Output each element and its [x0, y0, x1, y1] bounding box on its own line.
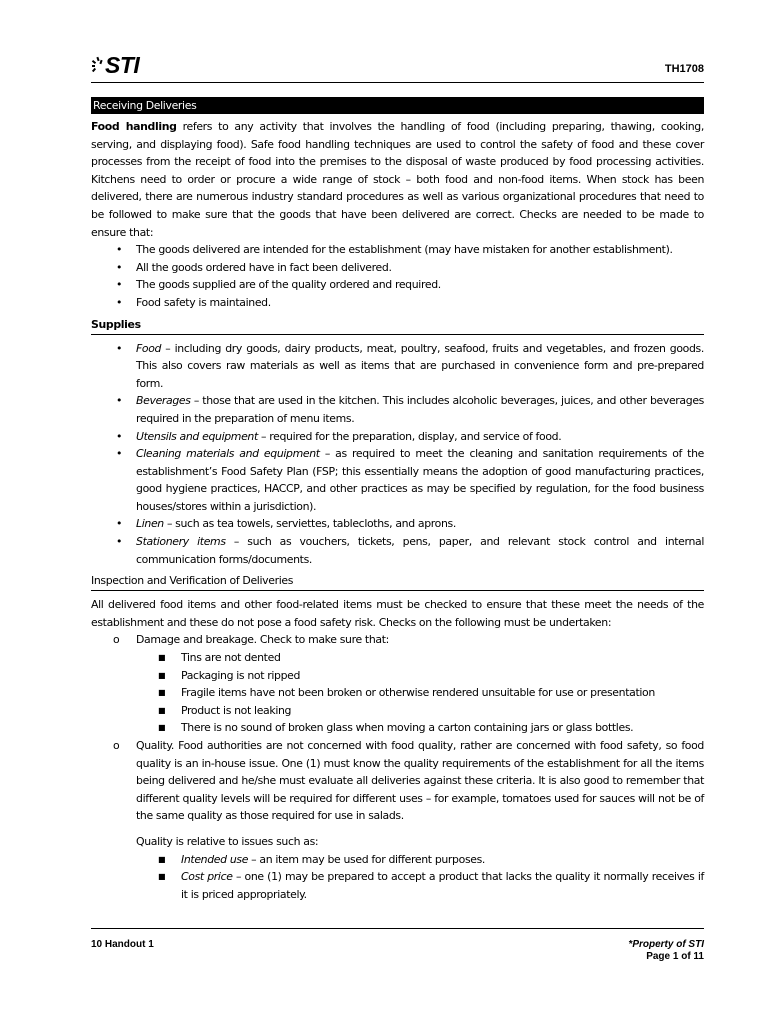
intro-paragraph — [91, 118, 704, 241]
list-item: ■ There is no sound of broken glass when moving a carton containing jars or glass bottles. — [91, 719, 704, 737]
square-bullet-icon: ■ — [158, 705, 166, 715]
page-content — [91, 97, 704, 903]
inspection-intro: All delivered food items and other food-related items must be checked to ensure that these meet the needs of the establishment and these do not pose a food safety risk. Checks on the following must be undertaken: — [91, 598, 704, 629]
list-item: • The goods delivered are intended for the establishment (may have mistaken for another establishment). — [91, 241, 704, 259]
bullet-icon: • — [116, 517, 123, 531]
list-item: • Linen – such as tea towels, serviettes, tablecloths, and aprons. — [91, 515, 704, 533]
list-item-quality: o Quality. Food authorities are not concerned with food quality, rather are concerned with food safety, so food quality is an in-house issue. One (1) must know the quality requirements of the establishment for all the items being delivered and he/she must evaluate all deliveries against these criteria. It is also good to remember that different quality levels will be required for different uses – for example, tomatoes used for sauces will not be of the same quality as those required for use in salads. — [113, 739, 704, 823]
sti-logo — [91, 52, 139, 78]
bullet-icon: • — [116, 429, 123, 443]
list-item: • Beverages – those that are used in the kitchen. This includes alcoholic beverages, juices, and other beverages required in the preparation of menu items. — [116, 394, 704, 425]
square-bullet-icon: ■ — [158, 854, 166, 864]
footer-property: *Property of STI — [628, 939, 704, 950]
circle-bullet-icon: o — [113, 739, 120, 752]
quality-issues-list — [91, 851, 704, 904]
quality-relative-text: Quality is relative to issues such as: — [136, 834, 319, 848]
inspection-list — [91, 631, 704, 649]
section-title-supplies: Supplies — [91, 316, 704, 335]
bullet-icon: • — [116, 295, 123, 309]
footer-page-number: Page 1 of 11 — [646, 951, 704, 962]
list-item: ■ Intended use – an item may be used for different purposes. — [91, 851, 704, 869]
intro-term: Food handling — [91, 120, 177, 133]
bullet-icon: • — [116, 394, 123, 408]
footer-handout: 10 Handout 1 — [91, 939, 154, 950]
intro-text: refers to any activity that involves the handling of food (including preparing, thawing, cooking, serving, and displaying food). Safe food handling techniques are used to control the safety of food and these cover processes from the receipt of food into the premises to the disposal of waste produced by food processing activities. Kitchens need to order or procure a wide range of stock – both food and non-food items. When stock has been delivered, there are numerous industry standard procedures as well as various organizational procedures that need to be followed to make sure that the goods that have been delivered are correct. Checks are needed to be made to ensure that: — [91, 120, 704, 239]
quality-list — [91, 737, 704, 825]
bullet-icon: • — [116, 260, 123, 274]
bullet-icon: • — [116, 535, 123, 549]
logo-text: STI — [105, 52, 140, 78]
square-bullet-icon: ■ — [158, 653, 166, 663]
list-item: • Stationery items – such as vouchers, tickets, pens, paper, and relevant stock control and internal communication forms/documents. — [116, 535, 705, 566]
list-item: • Food – including dry goods, dairy products, meat, poultry, seafood, fruits and vegetables, and frozen goods. This also covers raw materials as well as items that are purchased in convenience form and pre-prepared form. — [116, 341, 704, 390]
footer-right — [628, 939, 704, 963]
list-item: • The goods supplied are of the quality ordered and required. — [91, 276, 704, 294]
page-header — [91, 50, 704, 83]
document-code: TH1708 — [664, 63, 704, 75]
section-title-inspection: Inspection and Verification of Deliveries — [91, 572, 704, 591]
bullet-icon: • — [116, 243, 123, 257]
bullet-icon: • — [116, 447, 123, 461]
list-item: ■ Tins are not dented — [91, 649, 704, 667]
page-footer — [91, 928, 704, 962]
square-bullet-icon: ■ — [158, 723, 166, 733]
damage-checks-list — [91, 649, 704, 737]
list-item-damage: o Damage and breakage. Check to make sure that: — [91, 631, 704, 649]
section-title-receiving: Receiving Deliveries — [91, 97, 704, 114]
supplies-list — [91, 340, 704, 569]
square-bullet-icon: ■ — [158, 688, 166, 698]
list-item: ■ Product is not leaking — [91, 702, 704, 720]
list-item: • Cleaning materials and equipment – as required to meet the cleaning and sanitation requirements of the establishment’s Food Safety Plan (FSP; this essentially means the adoption of good manufacturing practices, good hygiene practices, HACCP, and other practices as may be specified by regulation, for the food business houses/stores within a jurisdiction). — [116, 447, 704, 513]
list-item: • All the goods ordered have in fact been delivered. — [91, 259, 704, 277]
list-item: ■ Cost price – one (1) may be prepared to accept a product that lacks the quality it normally receives if it is priced appropriately. — [158, 870, 704, 901]
logo-mark-icon — [91, 55, 105, 75]
bullet-icon: • — [116, 341, 123, 355]
list-item: ■ Packaging is not ripped — [91, 667, 704, 685]
circle-bullet-icon: o — [113, 633, 120, 647]
list-item: • Utensils and equipment – required for the preparation, display, and service of food. — [91, 428, 704, 446]
square-bullet-icon: ■ — [158, 670, 166, 680]
list-item: ■ Fragile items have not been broken or otherwise rendered unsuitable for use or presentation — [91, 684, 704, 702]
list-item: • Food safety is maintained. — [91, 294, 704, 312]
bullet-icon: • — [116, 278, 123, 292]
checks-list — [91, 241, 704, 311]
square-bullet-icon: ■ — [158, 872, 166, 882]
